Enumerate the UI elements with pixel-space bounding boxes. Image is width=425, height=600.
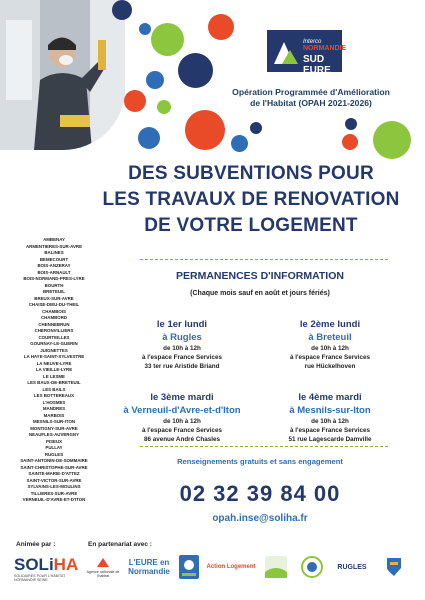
slot-day: le 2ème lundi <box>299 319 361 330</box>
town-item: SYLVAINS-LES-MOULINS <box>27 484 81 489</box>
town-item: AMBENAY <box>43 237 65 242</box>
town-item: VERNEUIL-D'AVRE-ET-D'ITON <box>22 497 86 502</box>
town-item: LA NEUVE-LYRE <box>36 360 72 366</box>
logo-mountain-icon <box>270 30 302 72</box>
rugles-label: RUGLES <box>337 563 367 571</box>
town-item: ARMENTIERES-SUR-AVRE <box>25 243 83 249</box>
decor-dot-green <box>373 121 411 159</box>
town-item: CHAISE-DIEU-DU-THEIL <box>28 302 80 307</box>
divider-top <box>140 259 388 260</box>
decor-dot-navy <box>250 122 262 134</box>
permanence-breteuil <box>260 318 400 371</box>
town-item: CHAMBOIS <box>42 308 66 314</box>
town-item: SAINT-CHRISTOPHE-SUR-AVRE <box>20 464 88 470</box>
decor-dot-red <box>208 14 234 40</box>
town-item: SAINT-ANTONIN-DE-SOMMAIRE <box>20 458 88 463</box>
anah-logo <box>86 553 120 581</box>
town-item: MANDRES <box>42 406 66 411</box>
anah-label: Agence nationale de l'habitat <box>86 570 120 578</box>
decor-dot-blue <box>138 127 160 149</box>
town-item: JUIGNETTES <box>40 347 68 353</box>
slot-where: à l'espace France Services <box>142 354 222 361</box>
slot-day: le 1er lundi <box>156 319 208 330</box>
anah-house-icon <box>96 556 110 568</box>
slot-address: 33 ter rue Aristide Briand <box>144 363 220 370</box>
landscape-emblem-icon <box>265 556 287 578</box>
town-item: GOURNAY-LE-GUERIN <box>30 341 78 346</box>
headline-line3: DE VOTRE LOGEMENT <box>144 215 358 236</box>
town-item: COURTEILLES <box>38 334 70 340</box>
town-item: NEAUFLES-AUVERGNY <box>28 432 79 437</box>
decor-dot-navy <box>345 118 357 130</box>
worker-photo <box>0 0 125 150</box>
slot-where: à l'espace France Services <box>290 427 370 434</box>
logo-line2: NORMANDIE <box>303 45 347 52</box>
slot-address: rue Hückelhoven <box>304 363 356 370</box>
town-item: L'HOSMES <box>42 399 66 405</box>
slot-place: à Verneuil-d'Avre-et-d'Iton <box>123 405 241 416</box>
town-item: BEMECOURT <box>39 256 69 262</box>
town-item: MESNILS-SUR-ITON <box>32 419 76 424</box>
permanence-verneuil <box>112 391 252 444</box>
town-item: LA HAYE-SAINT-SYLVESTRE <box>23 354 85 359</box>
opah-line1: Opération Programmée d'Amélioration <box>232 87 390 97</box>
phone-number[interactable]: 02 32 39 84 00 <box>179 481 341 506</box>
soliha-logo <box>14 555 78 575</box>
slot-day: le 3ème mardi <box>150 392 214 403</box>
town-item: SAINT-VICTOR-SUR-AVRE <box>26 477 82 483</box>
email-link[interactable]: opah.inse@soliha.fr <box>212 513 308 524</box>
action-logement-label: Action Logement <box>206 564 256 570</box>
slot-hours: de 10h à 12h <box>163 345 201 352</box>
town-item: CHAMBORD <box>40 315 68 320</box>
circle-emblem-icon <box>301 556 323 578</box>
decor-dot-navy <box>112 0 132 20</box>
town-item: BOIS-ARNAULT <box>37 269 71 275</box>
permanences-title: PERMANENCES D'INFORMATION <box>176 270 344 282</box>
logo-line3: SUD EURE <box>303 54 331 76</box>
decor-dot-blue <box>231 135 248 152</box>
eure-emblem <box>178 553 200 581</box>
slot-day: le 4ème mardi <box>298 392 362 403</box>
permanence-rugles <box>112 318 252 371</box>
town-item: LES BOTTEREAUX <box>33 393 74 398</box>
opah-title <box>222 87 400 109</box>
slot-address: 86 avenue André Chasles <box>143 436 221 443</box>
permanences-subtitle: (Chaque mois sauf en août et jours fériés) <box>190 290 330 297</box>
town-item: SAINTE-MARIE-D'ATTEZ <box>28 471 80 476</box>
town-item: LE LESME <box>43 373 65 379</box>
town-item: BOURTH <box>44 282 64 288</box>
decor-dot-green <box>157 100 171 114</box>
eure-label: L'EURE en Normandie <box>128 558 170 576</box>
town-item: BOIS-NORMAND-PRES-LYRE <box>23 276 85 281</box>
opah-line2: de l'Habitat (OPAH 2021-2026) <box>250 98 372 108</box>
slot-hours: de 10h à 12h <box>311 418 349 425</box>
town-item: MARBOIS <box>43 412 65 418</box>
action-logement-logo <box>206 553 256 581</box>
shield-crest-icon <box>386 557 402 577</box>
decor-dot-red <box>342 134 358 150</box>
soliha-logo-right: HA <box>53 555 79 574</box>
decor-dot-navy <box>178 53 213 88</box>
decor-dot-red <box>124 90 146 112</box>
town-item: LA VIEILLE-LYRE <box>35 367 73 372</box>
town-item: RUGLES <box>44 451 64 457</box>
snowflake-emblem-icon <box>179 555 199 579</box>
slot-place: à Rugles <box>162 332 202 343</box>
town-item: PULLAY <box>45 445 63 450</box>
decor-dot-blue <box>139 23 151 35</box>
town-item: BREUX-SUR-AVRE <box>34 295 74 301</box>
soliha-logo-left: SOLi <box>14 555 54 574</box>
town-item: MONTIGNY-SUR-AVRE <box>30 425 78 431</box>
town-item: LES BAILS <box>42 386 66 392</box>
decor-dot-blue <box>146 71 164 89</box>
town-item: CHENNEBRUN <box>38 321 70 327</box>
town-list <box>6 237 102 504</box>
slot-where: à l'espace France Services <box>142 427 222 434</box>
slot-place: à Breteuil <box>308 332 352 343</box>
interco-logo <box>267 30 347 76</box>
slot-hours: de 10h à 12h <box>163 418 201 425</box>
town-emblem-2 <box>300 553 324 581</box>
info-note: Renseignements gratuits et sans engagement <box>177 457 343 466</box>
town-item: BALINES <box>44 250 64 255</box>
permanence-mesnils <box>260 391 400 444</box>
soliha-tagline: SOLIDAIRES POUR L'HABITAT NORMANDIE SEINE <box>14 574 66 583</box>
slot-where: à l'espace France Services <box>290 354 370 361</box>
logo-line1: Interco <box>303 39 322 45</box>
headline-line2: LES TRAVAUX DE RENOVATION <box>102 189 400 210</box>
slot-place: à Mesnils-sur-Iton <box>289 405 371 416</box>
town-item: PISEUX <box>45 438 63 444</box>
decor-dot-red <box>185 110 225 150</box>
eure-logo <box>124 553 174 581</box>
town-item: CHERONVILLIERS <box>34 328 74 333</box>
town-item: BOIS-ANZERAY <box>37 263 71 268</box>
partnership-label: En partenariat avec : <box>88 541 152 548</box>
town-emblem-1 <box>264 553 288 581</box>
town-item: TILLIERES-SUR-AVRE <box>30 490 78 496</box>
slot-hours: de 10h à 12h <box>311 345 349 352</box>
town-item: LES BAUX-DE-BRETEUIL <box>27 380 81 385</box>
rugles-logo <box>334 553 370 581</box>
worker-illustration <box>0 0 125 150</box>
slot-address: 51 rue Lagescarde Damville <box>288 436 372 443</box>
town-crest <box>383 553 405 581</box>
decor-dot-green <box>151 23 184 56</box>
headline-line1: DES SUBVENTIONS POUR <box>128 163 374 184</box>
animated-by-label: Animée par : <box>16 541 56 548</box>
town-item: BRETEUIL <box>43 289 65 294</box>
divider-bottom <box>140 446 388 447</box>
